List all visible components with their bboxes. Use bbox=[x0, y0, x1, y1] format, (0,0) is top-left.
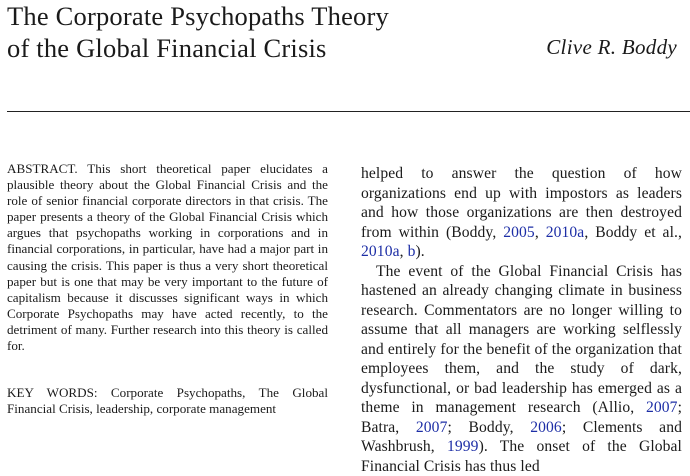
body-text: ; Clements and Washbrush, bbox=[361, 419, 682, 456]
citation-link[interactable]: 2006 bbox=[530, 419, 562, 436]
citation-link[interactable]: 2007 bbox=[646, 399, 678, 416]
citation-link[interactable]: 2005 bbox=[503, 224, 535, 241]
title-line-2: of the Global Financial Crisis bbox=[7, 32, 389, 64]
citation-link[interactable]: b bbox=[408, 243, 416, 260]
citation-link[interactable]: 2007 bbox=[416, 419, 448, 436]
body-text: helped to answer the question of how organizations end up with impostors as leaders and how those organizations are then destroyed from within (Boddy, bbox=[361, 165, 682, 241]
body-text: , Boddy et al., bbox=[584, 224, 682, 241]
abstract-label: ABSTRACT. bbox=[7, 161, 78, 176]
keywords-text: Corporate Psychopaths, The Global Financial Crisis, leadership, corporate management bbox=[7, 385, 328, 416]
citation-link[interactable]: 2010a bbox=[546, 224, 585, 241]
paper-title bbox=[7, 0, 389, 64]
body-paragraph-2 bbox=[361, 262, 682, 476]
body-text: The event of the Global Financial Crisis has hastened an already changing climate in business research. Commentators are no longer willing to assume that all managers are working selflessly and entirely for the benefit of the organization that employees them, and the study of dark, dysfunctional, or bad leadership has emerged as a theme in management research (Allio, bbox=[361, 263, 682, 417]
body-text: ; Batra, bbox=[361, 399, 682, 436]
citation-link[interactable]: 2010a bbox=[361, 243, 400, 260]
author-name: Clive R. Boddy bbox=[546, 35, 677, 60]
body-text: ; Boddy, bbox=[447, 419, 530, 436]
abstract-paragraph bbox=[7, 161, 328, 354]
header-divider bbox=[7, 111, 690, 112]
body-text: ). bbox=[416, 243, 425, 260]
title-line-1: The Corporate Psychopaths Theory bbox=[7, 0, 389, 32]
body-text: , bbox=[400, 243, 408, 260]
body-column-right bbox=[361, 164, 682, 476]
body-text: , bbox=[535, 224, 546, 241]
body-text: ). The onset of the Global Financial Crisis has thus led bbox=[361, 438, 682, 475]
citation-link[interactable]: 1999 bbox=[447, 438, 479, 455]
abstract-text: This short theoretical paper elucidates a plausible theory about the Global Financial Crisis and the role of senior financial corporate directors in that crisis. The paper presents a theory of the Global Financial Crisis which argues that psychopaths working in corporations and in financial corporations, in particular, have had a major part in causing the crisis. This paper is thus a very short theoretical paper but is one that may be very important to the future of capitalism because it discusses significant ways in which Corporate Psychopaths may have acted recently, to the detriment of many. Further research into this theory is called for. bbox=[7, 161, 328, 353]
abstract-block bbox=[7, 161, 328, 354]
keywords-block bbox=[7, 385, 328, 417]
keywords-label: KEY WORDS: bbox=[7, 385, 98, 400]
body-paragraph-1 bbox=[361, 164, 682, 262]
